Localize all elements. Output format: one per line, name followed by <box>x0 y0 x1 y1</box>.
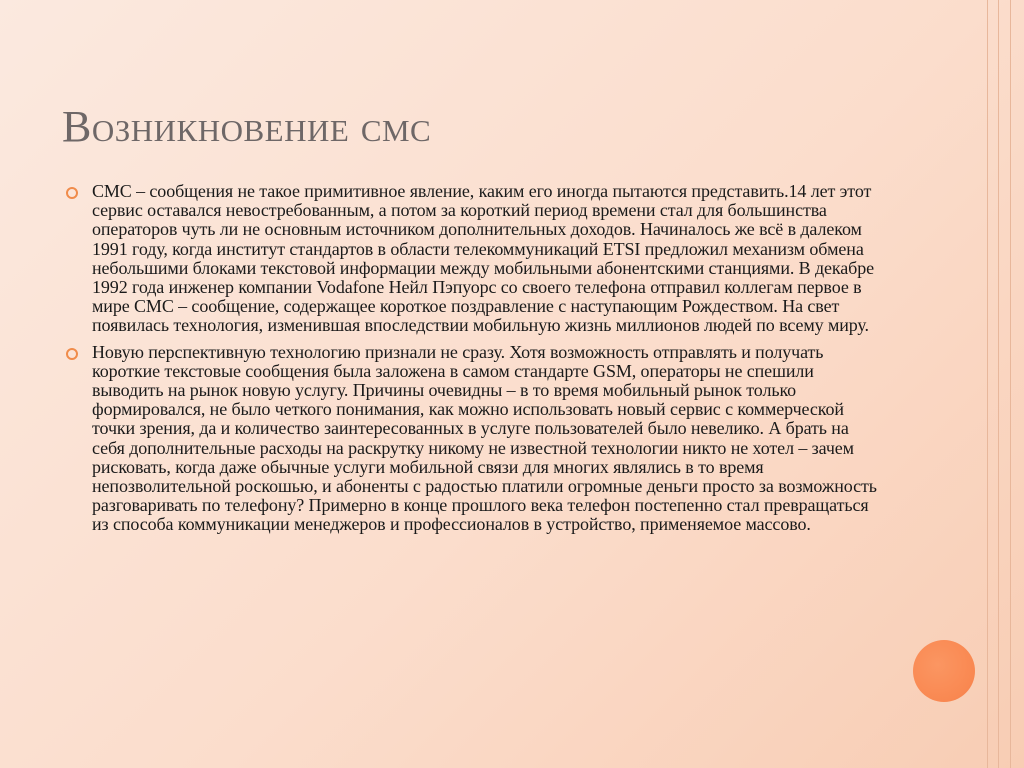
frame-line <box>998 0 999 768</box>
bullet-circle-icon <box>66 187 78 199</box>
frame-line <box>987 0 988 768</box>
decorative-circle-icon <box>913 640 975 702</box>
list-item <box>62 182 882 336</box>
frame-line <box>1010 0 1011 768</box>
bullet-list <box>62 182 882 542</box>
bullet-text: СМС – сообщения не такое примитивное явление, каким его иногда пытаются представить.14 лет этот сервис оставался невостребованным, а потом за короткий период времени стал для большинства операторов чуть ли не основным источником дополнительных доходов. Начиналось же всё в далеком 1991 году, когда институт стандартов в области телекоммуникаций ETSI предложил механизм обмена небольшими блоками текстовой информации между мобильными абонентскими станциями. В декабре 1992 года инженер компании Vodafone Нейл Пэпуорс со своего телефона отправил коллегам первое в мире СМС – сообщение, содержащее короткое поздравление с наступающим Рождеством. На свет появилась технология, изменившая впоследствии мобильную жизнь миллионов людей по всему миру. <box>92 181 875 336</box>
bullet-circle-icon <box>66 348 78 360</box>
slide-title: Возникновение смс <box>62 102 432 151</box>
list-item <box>62 343 882 535</box>
bullet-text: Новую перспективную технологию признали не сразу. Хотя возможность отправлять и получать короткие текстовые сообщения была заложена в самом стандарте GSM, операторы не спешили выводить на рынок новую услугу. Причины очевидны – в то время мобильный рынок только формировался, не было четкого понимания, как можно использовать новый сервис с коммерческой точки зрения, да и количество заинтересованных в услуге пользователей было невелико. А брать на себя дополнительные расходы на раскрутку никому не известной технологии никто не хотел – зачем рисковать, когда даже обычные услуги мобильной связи для многих являлись в то время непозволительной роскошью, и абоненты с радостью платили огромные деньги просто за возможность разговаривать по телефону? Примерно в конце прошлого века телефон постепенно стал превращаться из способа коммуникации менеджеров и профессионалов в устройство, применяемое массово. <box>92 341 877 535</box>
decorative-frame-lines <box>984 0 1024 768</box>
